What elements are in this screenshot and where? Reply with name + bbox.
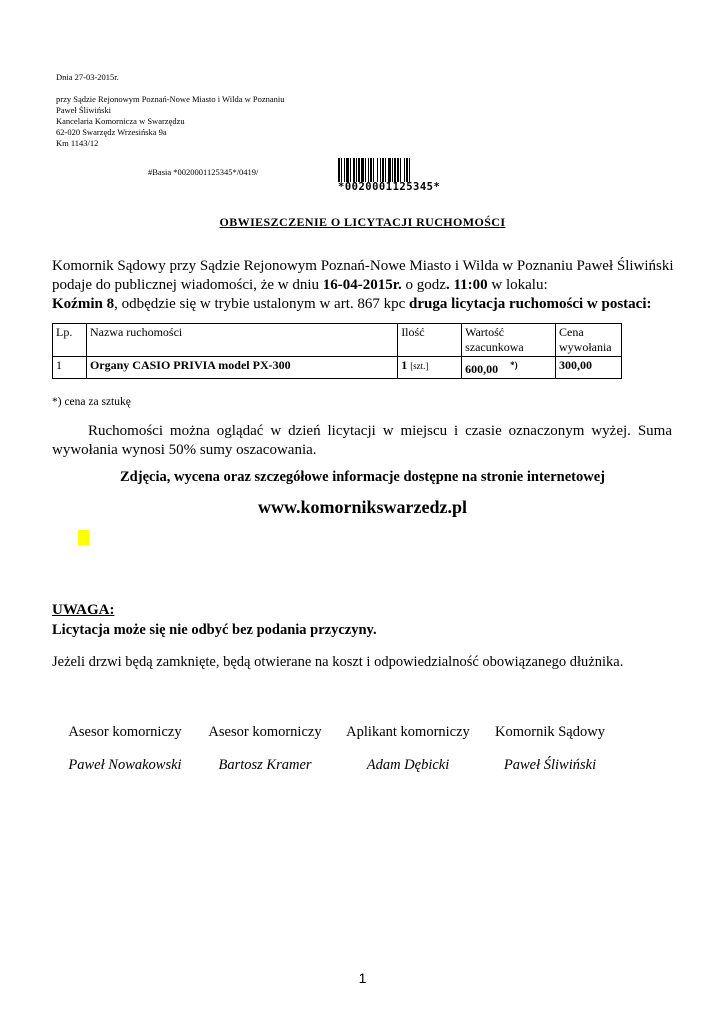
items-table: [52, 323, 622, 379]
barcode-bars: [338, 158, 468, 182]
barcode: [338, 158, 468, 192]
notice-line-1: Licytacja może się nie odbyć bez podania przyczyny.: [52, 622, 377, 638]
notice-heading: UWAGA:: [52, 602, 115, 618]
cell-lp: 1: [53, 357, 87, 379]
page-number: 1: [358, 970, 367, 986]
reference-code: #Basia *0020001125345*/0419/: [148, 167, 259, 177]
signature-block: [190, 724, 340, 774]
signature-person: Paweł Nowakowski: [68, 757, 182, 773]
yellow-highlight-mark: [78, 530, 89, 545]
signature-person: Paweł Śliwiński: [503, 757, 597, 773]
case-number: Km 1143/12: [56, 138, 99, 148]
document-date: Dnia 27-03-2015r.: [56, 72, 119, 82]
cell-value: 600,00 *): [462, 357, 556, 379]
auction-time: . 11:00: [445, 277, 488, 293]
signature-role: Aplikant komorniczy: [346, 724, 470, 740]
office-address: 62-020 Swarzędz Wrzesińska 9a: [56, 127, 167, 137]
signature-person: Bartosz Kramer: [218, 757, 312, 773]
col-header-qty: Ilość: [398, 324, 462, 357]
col-header-name: Nazwa ruchomości: [86, 324, 397, 357]
office-name: Kancelaria Komornicza w Swarzędzu: [56, 116, 185, 126]
document-title: OBWIESZCZENIE O LICYTACJI RUCHOMOŚCI: [219, 215, 506, 229]
barcode-text: *0020001125345*: [338, 181, 441, 193]
auction-place: Koźmin 8: [52, 296, 115, 312]
intro-line-2: podaje do publicznej wiadomości, że w dniu 16-04-2015r. o godz. 11:00 w lokalu:: [52, 277, 548, 293]
website-link[interactable]: www.komornikswarzedz.pl: [257, 497, 467, 517]
col-header-price: Cena wywołania: [555, 324, 621, 357]
auction-date: 16-04-2015r.: [322, 277, 402, 293]
barcode-bar: [410, 158, 412, 182]
signature-role: Komornik Sądowy: [495, 724, 605, 740]
intro-text: [52, 257, 677, 314]
cell-price: 300,00: [555, 357, 621, 379]
signature-block: [333, 724, 483, 774]
col-header-value: Wartość szacunkowa: [462, 324, 556, 357]
court-name: przy Sądzie Rejonowym Poznań-Nowe Miasto i Wilda w Poznaniu: [56, 94, 285, 104]
table-header-row: [53, 324, 622, 357]
auction-type: druga licytacja ruchomości w postaci:: [409, 296, 652, 312]
notice-line-2: Jeżeli drzwi będą zamknięte, będą otwierane na koszt i odpowiedzialność obowiązanego dłużnika.: [52, 654, 624, 670]
price-footnote: *) cena za sztukę: [52, 396, 131, 408]
signature-block: [475, 724, 625, 774]
col-header-lp: Lp.: [53, 324, 87, 357]
signature-role: Asesor komorniczy: [208, 724, 322, 740]
viewing-paragraph: Ruchomości można oglądać w dzień licytacji w miejscu i czasie oznaczonym wyżej. Suma wywołania wynosi 50% sumy oszacowania.: [52, 423, 672, 458]
signature-role: Asesor komorniczy: [68, 724, 182, 740]
cell-item-name: Organy CASIO PRIVIA model PX-300: [86, 357, 397, 379]
header-block: [56, 72, 285, 149]
signature-block: [50, 724, 200, 774]
intro-line-1: Komornik Sądowy przy Sądzie Rejonowym Poznań-Nowe Miasto i Wilda w Poznaniu Paweł Śliwiński: [52, 258, 674, 274]
cell-qty: 1 [szt.]: [398, 357, 462, 379]
signature-person: Adam Dębicki: [366, 757, 450, 773]
bailiff-name: Paweł Śliwiński: [56, 105, 112, 115]
table-row: [53, 357, 622, 379]
photos-note: Zdjęcia, wycena oraz szczegółowe informacje dostępne na stronie internetowej: [120, 469, 605, 485]
intro-line-3: Koźmin 8, odbędzie się w trybie ustalonym w art. 867 kpc druga licytacja ruchomości w postaci:: [52, 296, 652, 312]
